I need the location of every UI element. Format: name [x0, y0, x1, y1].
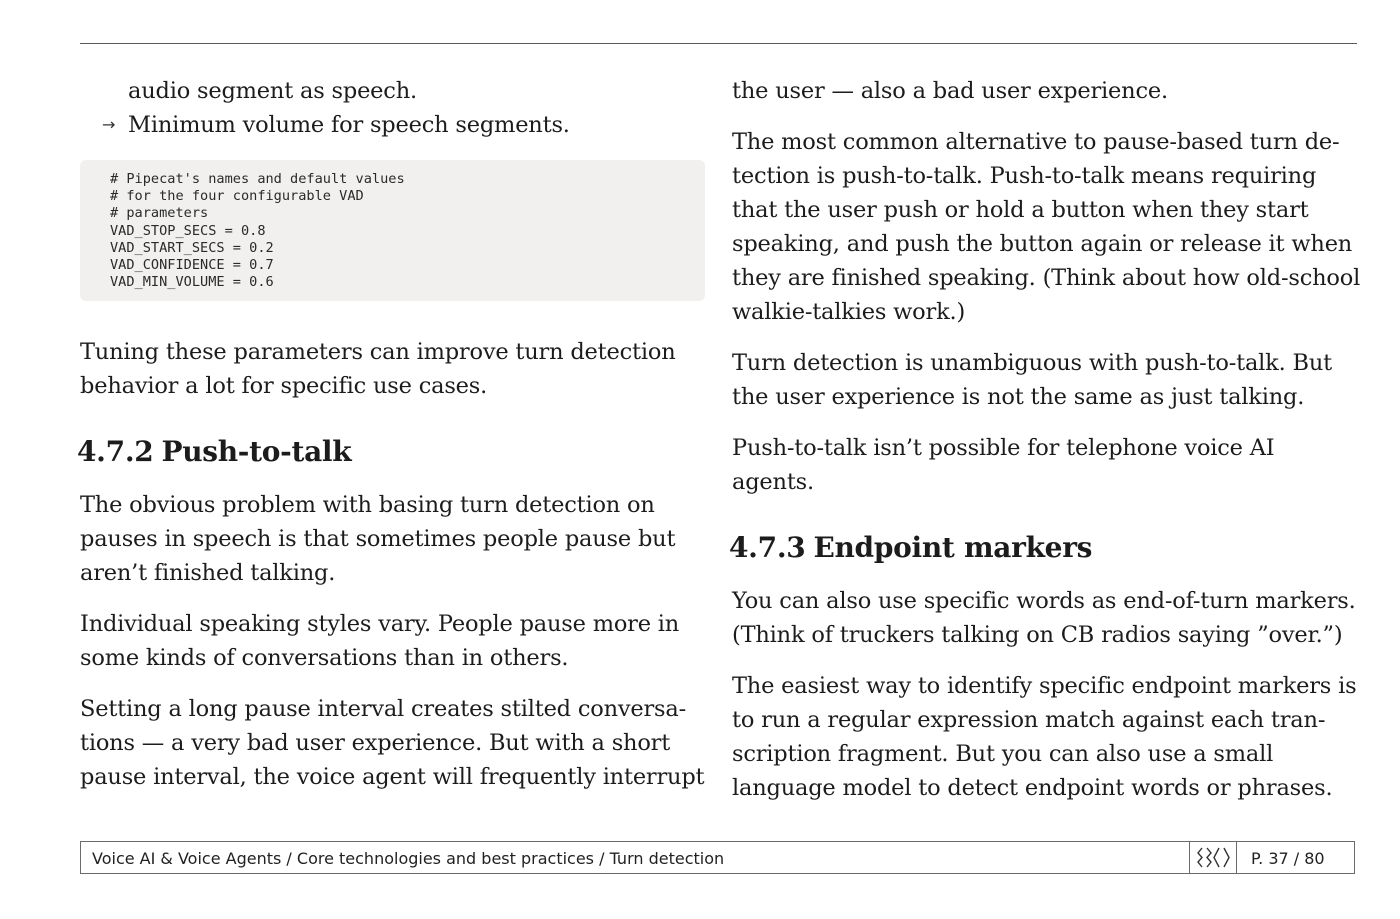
wave-brackets-icon [1189, 842, 1237, 873]
list-item: → Minimum volume for speech segments. [80, 108, 705, 142]
page-number: P. 37 / 80 [1251, 849, 1325, 868]
section-title: Endpoint markers [813, 531, 1093, 564]
section-title: Push-to-talk [161, 435, 352, 469]
arrow-right-icon: → [102, 115, 116, 134]
paragraph: You can also use specific words as end-of-turn markers. (Think of truckers talking on CB radios saying ”over.”) [732, 588, 1356, 648]
paragraph: The most common alternative to pause-based turn detection is push-to-talk. Push-to-talk means requiring that the user push or hold a button when they start speaking, and push the button again or release it when they are finished speaking. (Think about how old-school walkie-talkies work.) [732, 129, 1361, 325]
left-column [77, 74, 705, 794]
code-line: # for the four configurable VAD [110, 188, 364, 205]
paragraph: Setting a long pause interval creates stilted conversations — a very bad user experience. But with a short pause interval, the voice agent will frequently interrupt [80, 696, 705, 791]
section-number: 4.7.2 [77, 435, 154, 469]
code-block [80, 160, 705, 301]
list-item-continuation: audio segment as speech. [128, 78, 417, 104]
section-heading [77, 435, 705, 469]
code-line: VAD_MIN_VOLUME = 0.6 [110, 274, 274, 291]
code-line: # parameters [110, 205, 209, 222]
paragraph: Tuning these parameters can improve turn detection behavior a lot for specific use cases. [80, 339, 676, 400]
paragraph: The easiest way to identify specific endpoint markers is to run a regular expression match against each transcription fragment. But you can also use a small language model to detect endpoint words or phrases. [732, 673, 1357, 801]
section-heading [729, 531, 1362, 565]
paragraph: Individual speaking styles vary. People pause more in some kinds of conversations than in others. [80, 611, 680, 672]
code-line: VAD_START_SECS = 0.2 [110, 239, 274, 256]
footer-bar [80, 841, 1355, 874]
code-line: VAD_CONFIDENCE = 0.7 [110, 257, 274, 274]
top-rule [80, 43, 1357, 44]
code-line: VAD_STOP_SECS = 0.8 [110, 222, 266, 239]
paragraph: The obvious problem with basing turn detection on pauses in speech is that sometimes people pause but aren’t finished talking. [80, 492, 676, 587]
breadcrumb[interactable]: Voice AI & Voice Agents / Core technologies and best practices / Turn detection [92, 849, 725, 868]
right-column [729, 74, 1362, 805]
section-number: 4.7.3 [729, 531, 806, 564]
paragraph: the user — also a bad user experience. [732, 78, 1168, 104]
paragraph: Push-to-talk isn’t possible for telephone voice AI agents. [732, 435, 1275, 495]
code-line: # Pipecat's names and default values [110, 171, 405, 187]
paragraph: Turn detection is unambiguous with push-to-talk. But the user experience is not the same as just talking. [732, 350, 1332, 410]
